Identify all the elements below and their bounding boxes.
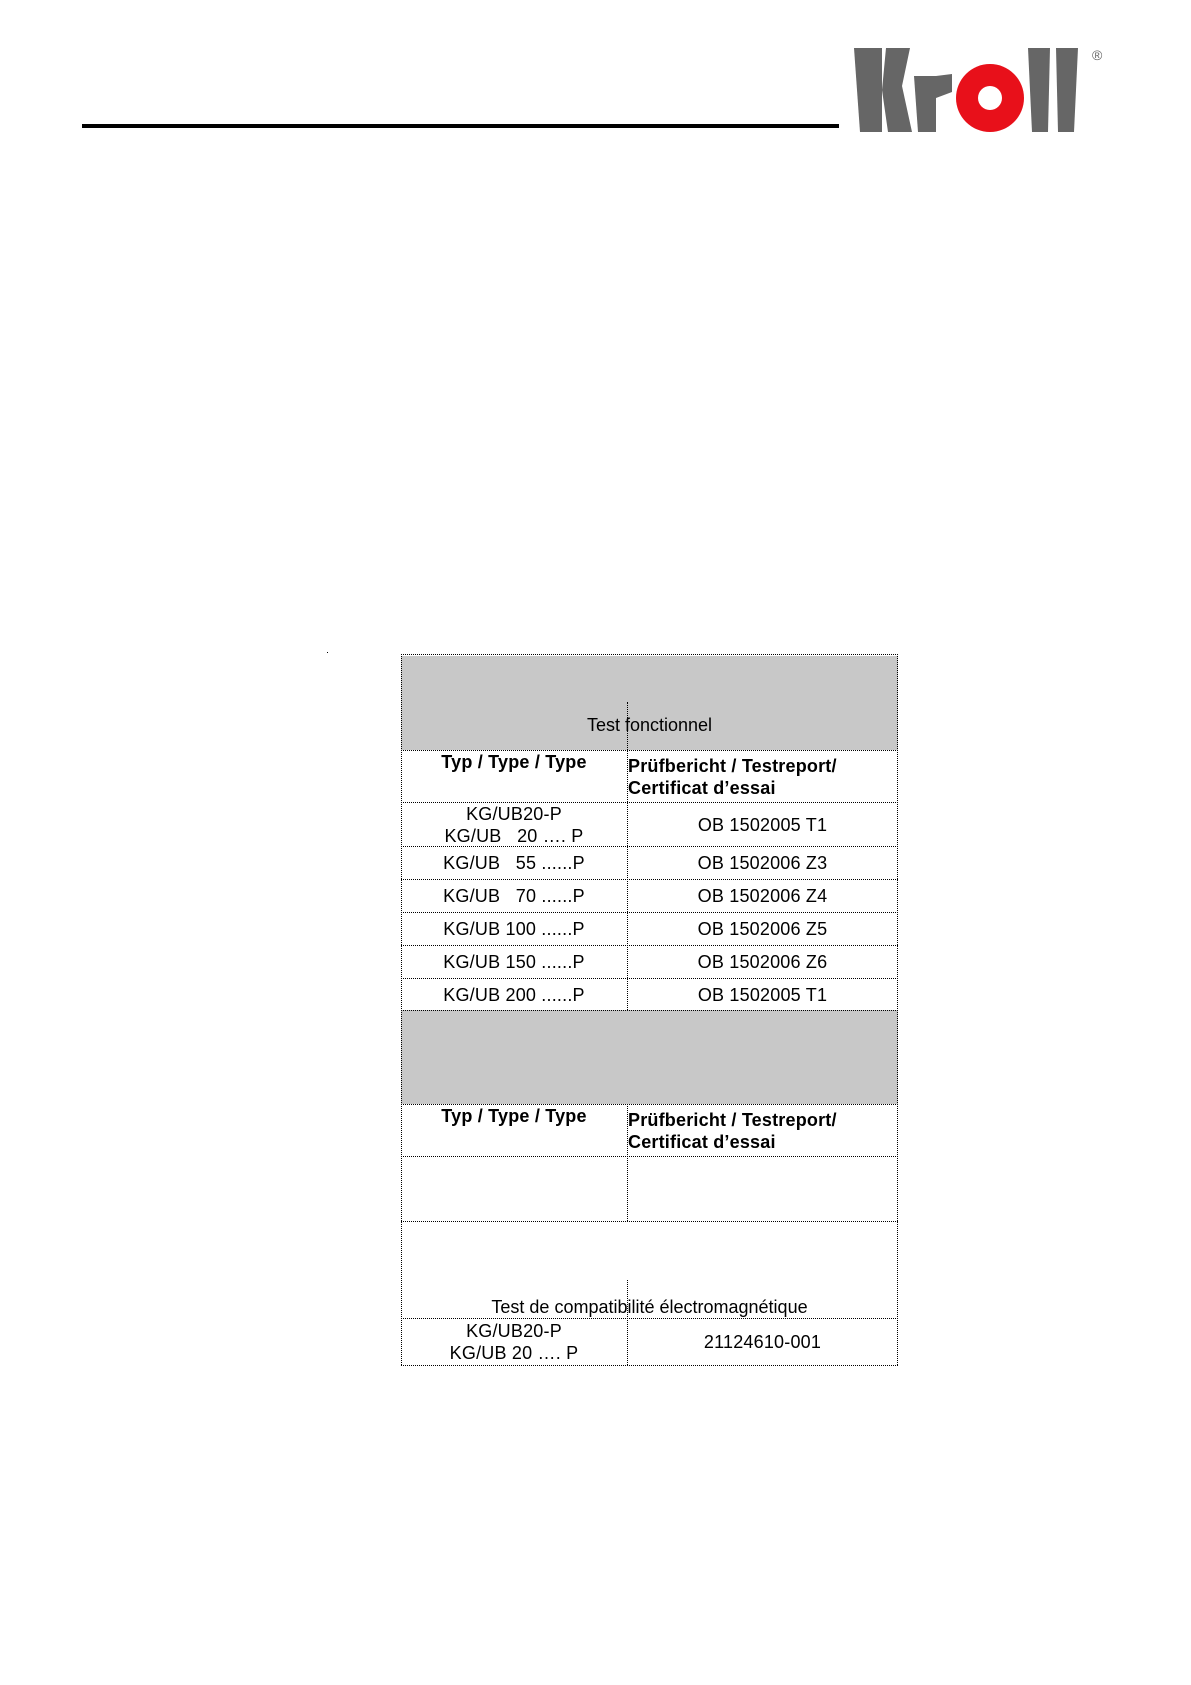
- table-row-report: OB 1502005 T1: [697, 984, 828, 1005]
- stray-mark: [327, 652, 328, 653]
- table-row-type: KG/UB20-P KG/UB 20 …. P: [444, 803, 584, 846]
- table-row-report: OB 1502006 Z5: [697, 919, 828, 939]
- col-report-header: Prüfbericht / Testreport/ Certificat d’essai: [628, 755, 837, 798]
- col-report-header: Prüfbericht / Testreport/ Certificat d’essai: [628, 1109, 837, 1152]
- header-rule: [82, 124, 839, 128]
- table-row-type: KG/UB 100 ......P: [443, 919, 585, 939]
- table-row-report: 21124610-001: [703, 1332, 822, 1352]
- col-type-header: Typ / Type / Type: [441, 752, 587, 772]
- kroll-logo: [852, 46, 1114, 134]
- table-row-type: KG/UB20-P KG/UB 20 …. P: [449, 1321, 579, 1363]
- table-row-report: OB 1502006 Z6: [697, 952, 828, 972]
- table-row-report: OB 1502006 Z4: [697, 886, 828, 906]
- table-row-type: KG/UB 55 ......P: [443, 853, 585, 873]
- section2-header-band: [401, 1010, 898, 1104]
- table-row-type: KG/UB 70 ......P: [443, 886, 585, 906]
- table-row-report: OB 1502006 Z3: [697, 853, 828, 873]
- certification-table: [401, 654, 898, 1366]
- section3-caption: Test de compatibilité électromagnétique: [491, 1297, 808, 1317]
- table-row-report: OB 1502005 T1: [697, 814, 828, 835]
- col-type-header: Typ / Type / Type: [441, 1106, 587, 1126]
- section1-caption: Test fonctionnel: [586, 715, 713, 735]
- registered-mark: ®: [1092, 47, 1103, 63]
- table-row-type: KG/UB 200 ......P: [443, 984, 585, 1005]
- table-row-type: KG/UB 150 ......P: [443, 952, 585, 972]
